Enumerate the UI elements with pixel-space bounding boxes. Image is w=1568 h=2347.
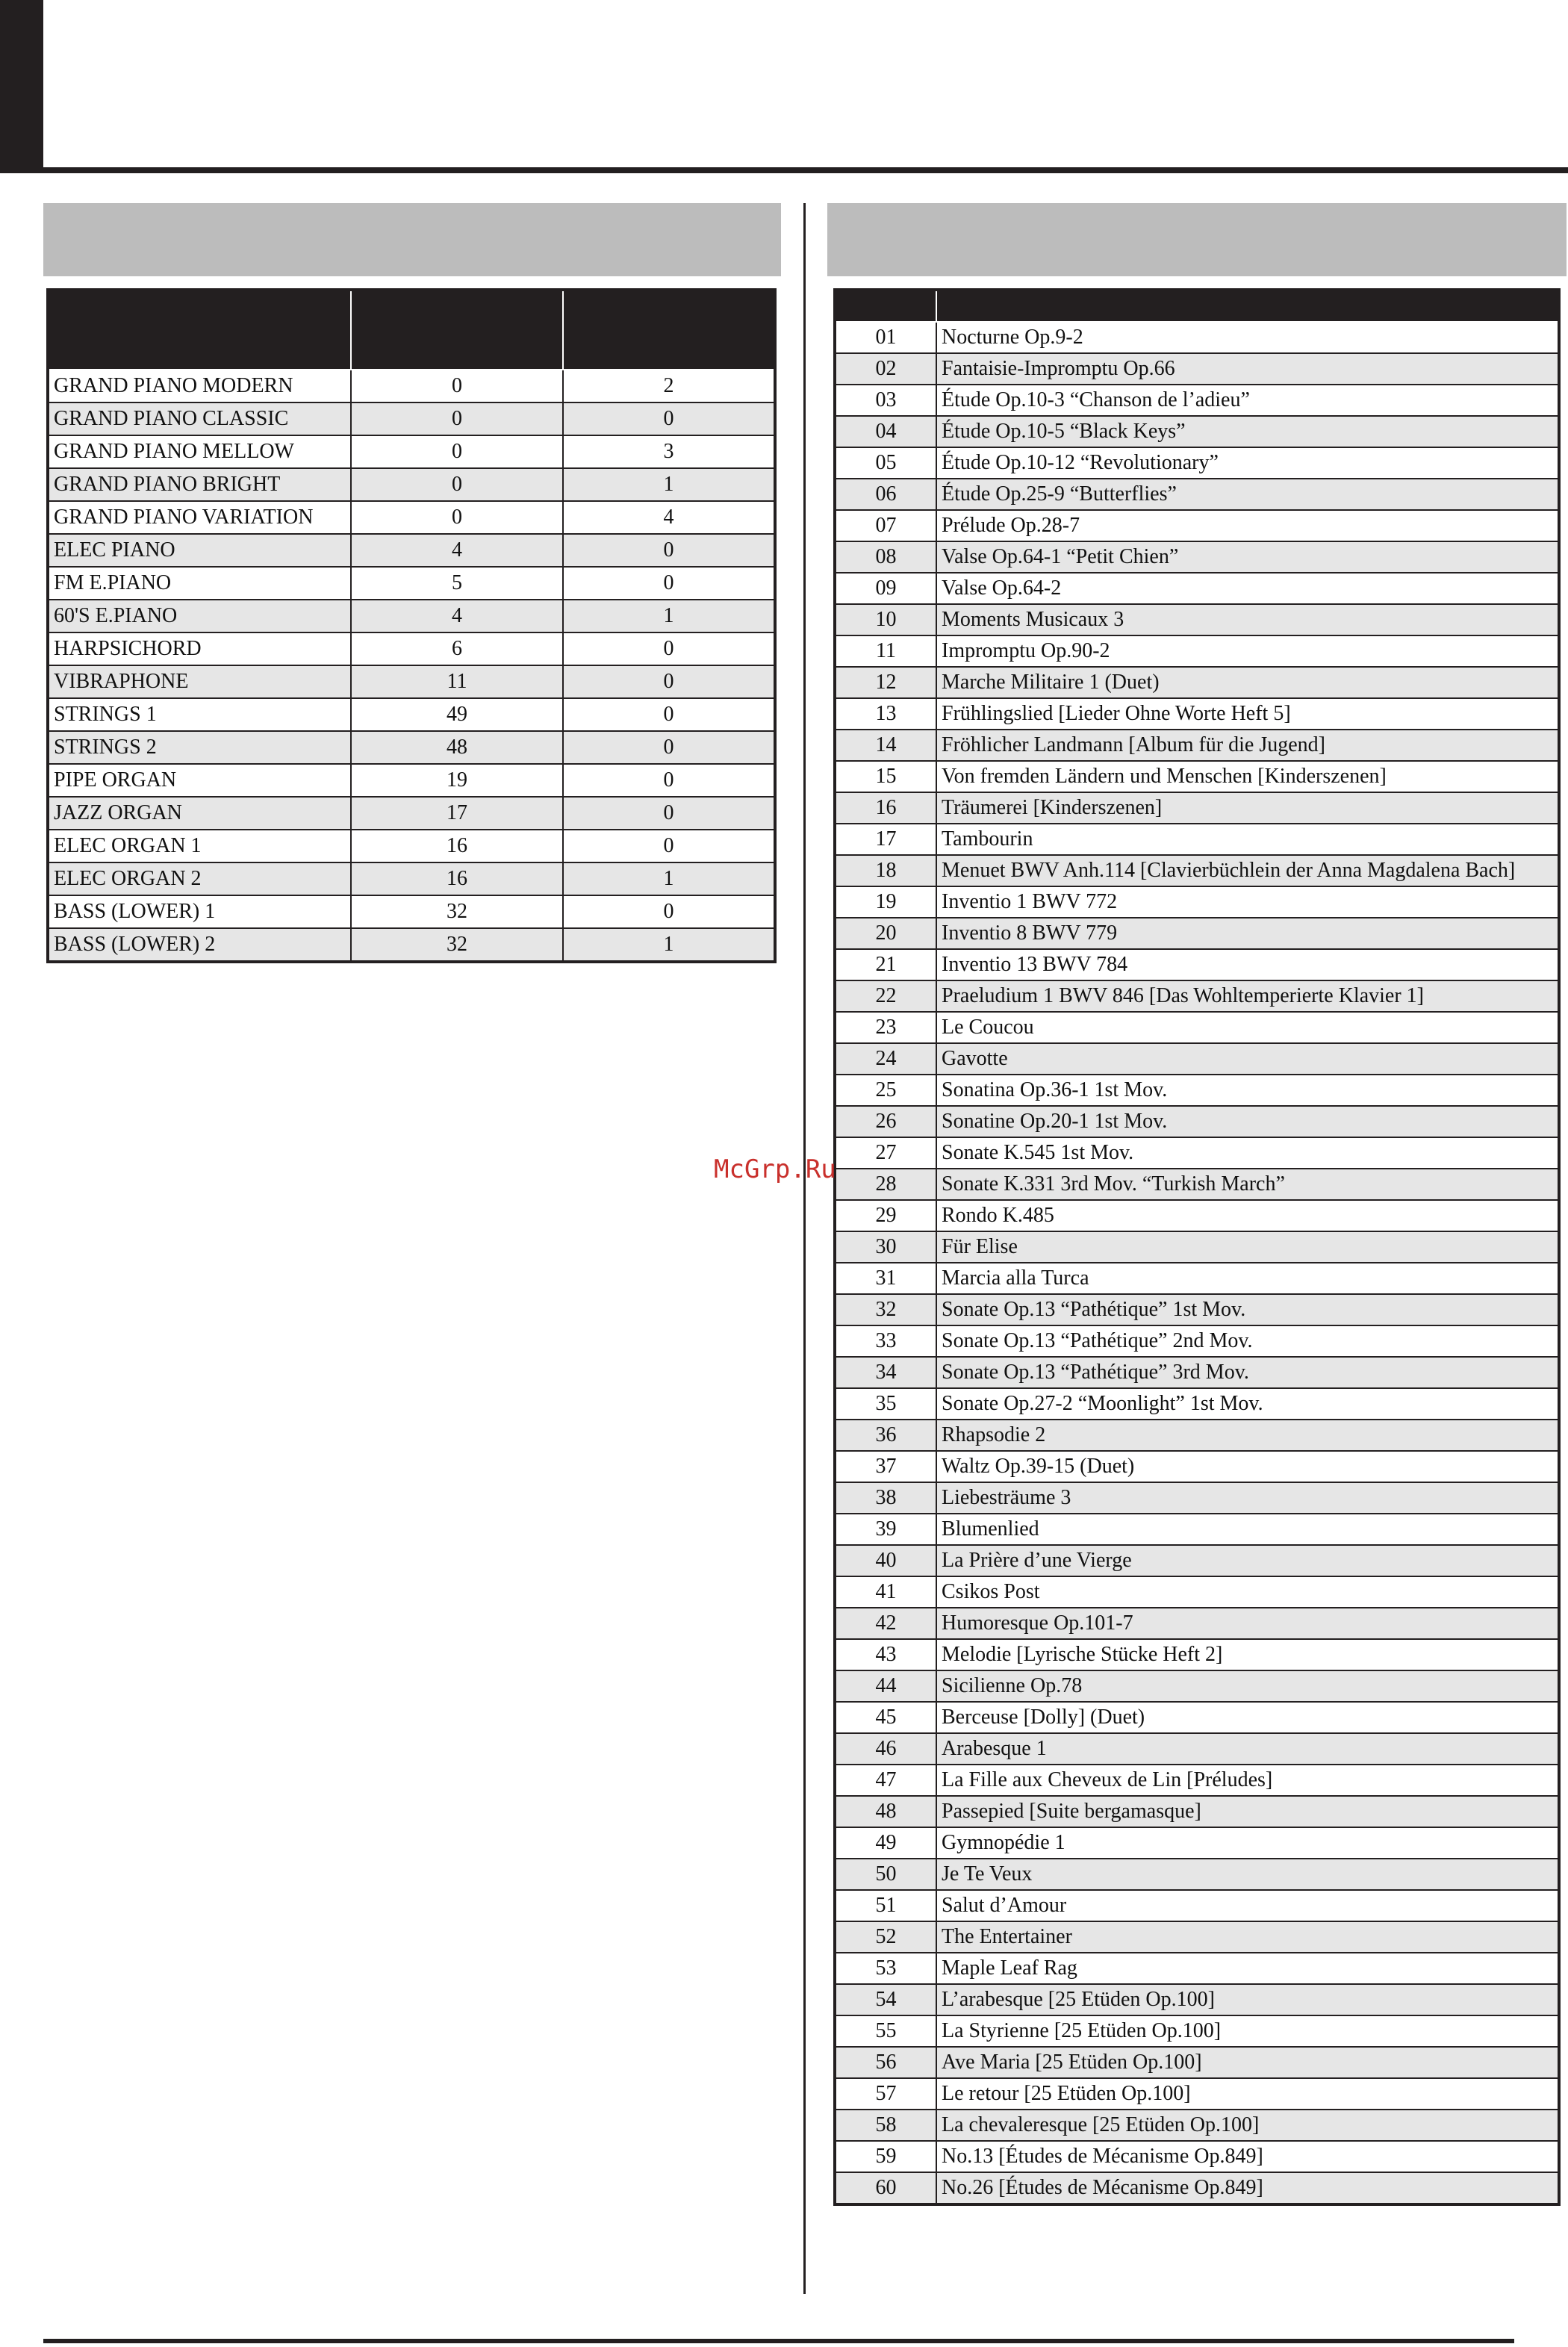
song-row <box>835 2078 1559 2110</box>
tone-row <box>48 567 775 600</box>
song-number: 36 <box>835 1420 936 1451</box>
song-number: 27 <box>835 1137 936 1169</box>
song-title: Für Elise <box>936 1231 1559 1263</box>
song-title: Waltz Op.39-15 (Duet) <box>936 1451 1559 1482</box>
song-table <box>833 288 1561 2206</box>
song-title: Gavotte <box>936 1043 1559 1075</box>
song-number: 48 <box>835 1796 936 1827</box>
song-number: 42 <box>835 1608 936 1639</box>
song-title: Étude Op.10-5 “Black Keys” <box>936 416 1559 447</box>
tone-row <box>48 665 775 698</box>
song-number: 40 <box>835 1545 936 1576</box>
song-title: Fröhlicher Landmann [Album für die Jugend] <box>936 730 1559 761</box>
song-row <box>835 1608 1559 1639</box>
song-number: 57 <box>835 2078 936 2110</box>
tone-value-b: 0 <box>563 731 775 764</box>
song-row <box>835 1263 1559 1294</box>
song-number: 60 <box>835 2172 936 2204</box>
song-number: 59 <box>835 2141 936 2172</box>
song-number: 12 <box>835 667 936 698</box>
tone-value-a: 6 <box>351 632 563 665</box>
song-title: Csikos Post <box>936 1576 1559 1608</box>
tone-row <box>48 370 775 402</box>
song-row <box>835 1451 1559 1482</box>
top-rule <box>43 167 1568 173</box>
song-title: Rhapsodie 2 <box>936 1420 1559 1451</box>
tone-name: GRAND PIANO MELLOW <box>48 435 351 468</box>
tone-value-b: 0 <box>563 830 775 862</box>
song-row <box>835 1106 1559 1137</box>
tone-value-a-header <box>351 290 563 370</box>
song-title: Rondo K.485 <box>936 1200 1559 1231</box>
song-title: Sicilienne Op.78 <box>936 1670 1559 1702</box>
tone-value-a: 0 <box>351 435 563 468</box>
tone-row <box>48 862 775 895</box>
song-row <box>835 1388 1559 1420</box>
song-row <box>835 1231 1559 1263</box>
song-row <box>835 385 1559 416</box>
song-number: 54 <box>835 1984 936 2015</box>
song-title: Sonate K.331 3rd Mov. “Turkish March” <box>936 1169 1559 1200</box>
song-title: Impromptu Op.90-2 <box>936 635 1559 667</box>
song-row <box>835 1325 1559 1357</box>
song-title: Prélude Op.28-7 <box>936 510 1559 541</box>
song-number: 13 <box>835 698 936 730</box>
song-number: 30 <box>835 1231 936 1263</box>
tone-value-a: 11 <box>351 665 563 698</box>
song-row <box>835 1420 1559 1451</box>
tone-row <box>48 731 775 764</box>
song-number: 06 <box>835 479 936 510</box>
tone-value-a: 0 <box>351 370 563 402</box>
song-title: Nocturne Op.9-2 <box>936 322 1559 353</box>
song-row <box>835 1984 1559 2015</box>
tone-value-a: 32 <box>351 928 563 962</box>
song-number: 41 <box>835 1576 936 1608</box>
song-row <box>835 447 1559 479</box>
tone-row <box>48 402 775 435</box>
song-number: 29 <box>835 1200 936 1231</box>
song-number: 50 <box>835 1859 936 1890</box>
song-number: 25 <box>835 1075 936 1106</box>
song-title: Inventio 13 BWV 784 <box>936 949 1559 980</box>
song-title: Ave Maria [25 Etüden Op.100] <box>936 2047 1559 2078</box>
song-number: 37 <box>835 1451 936 1482</box>
song-number: 19 <box>835 886 936 918</box>
tone-row <box>48 698 775 731</box>
song-row <box>835 2141 1559 2172</box>
tone-row <box>48 534 775 567</box>
song-title: Melodie [Lyrische Stücke Heft 2] <box>936 1639 1559 1670</box>
song-number: 31 <box>835 1263 936 1294</box>
tone-row <box>48 928 775 962</box>
song-number: 34 <box>835 1357 936 1388</box>
tone-value-a: 0 <box>351 501 563 534</box>
song-title: Fantaisie-Impromptu Op.66 <box>936 353 1559 385</box>
tone-name: ELEC ORGAN 1 <box>48 830 351 862</box>
tone-value-a: 48 <box>351 731 563 764</box>
song-number: 04 <box>835 416 936 447</box>
song-number: 58 <box>835 2110 936 2141</box>
song-row <box>835 635 1559 667</box>
song-title: Sonate Op.27-2 “Moonlight” 1st Mov. <box>936 1388 1559 1420</box>
song-row <box>835 730 1559 761</box>
song-title: Inventio 1 BWV 772 <box>936 886 1559 918</box>
tone-value-b: 2 <box>563 370 775 402</box>
song-title: Passepied [Suite bergamasque] <box>936 1796 1559 1827</box>
song-number: 53 <box>835 1953 936 1984</box>
tone-value-b: 0 <box>563 698 775 731</box>
song-number: 35 <box>835 1388 936 1420</box>
song-title: Valse Op.64-1 “Petit Chien” <box>936 541 1559 573</box>
song-title: Inventio 8 BWV 779 <box>936 918 1559 949</box>
song-row <box>835 604 1559 635</box>
song-title: Liebesträume 3 <box>936 1482 1559 1514</box>
song-title: Moments Musicaux 3 <box>936 604 1559 635</box>
tone-row <box>48 797 775 830</box>
song-row <box>835 1200 1559 1231</box>
song-row <box>835 1043 1559 1075</box>
song-number: 38 <box>835 1482 936 1514</box>
song-title: Von fremden Ländern und Menschen [Kinderszenen] <box>936 761 1559 792</box>
tone-name: BASS (LOWER) 2 <box>48 928 351 962</box>
song-row <box>835 1294 1559 1325</box>
song-row <box>835 1827 1559 1859</box>
song-title: Gymnopédie 1 <box>936 1827 1559 1859</box>
song-number: 56 <box>835 2047 936 2078</box>
song-row <box>835 2172 1559 2204</box>
song-title: Sonate K.545 1st Mov. <box>936 1137 1559 1169</box>
song-title: La Fille aux Cheveux de Lin [Préludes] <box>936 1765 1559 1796</box>
tone-value-b: 0 <box>563 402 775 435</box>
song-number: 45 <box>835 1702 936 1733</box>
song-row <box>835 1921 1559 1953</box>
song-row <box>835 2015 1559 2047</box>
tone-row <box>48 895 775 928</box>
song-title: Frühlingslied [Lieder Ohne Worte Heft 5] <box>936 698 1559 730</box>
tone-value-a: 5 <box>351 567 563 600</box>
song-number: 02 <box>835 353 936 385</box>
tone-name: HARPSICHORD <box>48 632 351 665</box>
song-no-header <box>835 290 936 322</box>
tone-value-b: 4 <box>563 501 775 534</box>
song-title: Arabesque 1 <box>936 1733 1559 1765</box>
song-number: 16 <box>835 792 936 824</box>
tone-name: GRAND PIANO BRIGHT <box>48 468 351 501</box>
song-title: Le Coucou <box>936 1012 1559 1043</box>
tone-value-b: 1 <box>563 862 775 895</box>
song-title: Tambourin <box>936 824 1559 855</box>
song-title: L’arabesque [25 Etüden Op.100] <box>936 1984 1559 2015</box>
song-title: Étude Op.25-9 “Butterflies” <box>936 479 1559 510</box>
tone-value-a: 16 <box>351 862 563 895</box>
song-title: La chevaleresque [25 Etüden Op.100] <box>936 2110 1559 2141</box>
song-number: 51 <box>835 1890 936 1921</box>
song-number: 17 <box>835 824 936 855</box>
top-black-bar <box>0 0 43 173</box>
song-number: 09 <box>835 573 936 604</box>
song-title: Sonate Op.13 “Pathétique” 1st Mov. <box>936 1294 1559 1325</box>
song-title: Étude Op.10-12 “Revolutionary” <box>936 447 1559 479</box>
song-number: 44 <box>835 1670 936 1702</box>
tone-value-b: 0 <box>563 632 775 665</box>
song-row <box>835 698 1559 730</box>
tone-name: PIPE ORGAN <box>48 764 351 797</box>
song-number: 15 <box>835 761 936 792</box>
tone-row <box>48 600 775 632</box>
song-number: 11 <box>835 635 936 667</box>
tone-value-a: 4 <box>351 600 563 632</box>
song-row <box>835 1702 1559 1733</box>
song-number: 32 <box>835 1294 936 1325</box>
song-number: 43 <box>835 1639 936 1670</box>
tone-value-b: 0 <box>563 797 775 830</box>
song-title: Le retour [25 Etüden Op.100] <box>936 2078 1559 2110</box>
song-title: Valse Op.64-2 <box>936 573 1559 604</box>
left-section-heading <box>43 203 781 276</box>
column-divider <box>803 203 806 2294</box>
tone-value-b: 0 <box>563 567 775 600</box>
tone-name: STRINGS 1 <box>48 698 351 731</box>
tone-name: ELEC ORGAN 2 <box>48 862 351 895</box>
watermark: McGrp.Ru <box>714 1154 836 1184</box>
song-number: 21 <box>835 949 936 980</box>
song-title: Sonatina Op.36-1 1st Mov. <box>936 1075 1559 1106</box>
tone-table <box>46 288 777 963</box>
song-row <box>835 667 1559 698</box>
song-row <box>835 2047 1559 2078</box>
song-row <box>835 1169 1559 1200</box>
tone-name: ELEC PIANO <box>48 534 351 567</box>
tone-value-a: 49 <box>351 698 563 731</box>
song-number: 22 <box>835 980 936 1012</box>
song-row <box>835 353 1559 385</box>
song-number: 23 <box>835 1012 936 1043</box>
song-row <box>835 855 1559 886</box>
song-row <box>835 541 1559 573</box>
tone-value-b: 0 <box>563 895 775 928</box>
tone-name: GRAND PIANO VARIATION <box>48 501 351 534</box>
tone-name: GRAND PIANO MODERN <box>48 370 351 402</box>
tone-value-a: 16 <box>351 830 563 862</box>
song-row <box>835 573 1559 604</box>
song-title: Marcia alla Turca <box>936 1263 1559 1294</box>
tone-row <box>48 468 775 501</box>
song-row <box>835 1514 1559 1545</box>
song-title-header <box>936 290 1559 322</box>
tone-value-b: 0 <box>563 534 775 567</box>
song-title: Träumerei [Kinderszenen] <box>936 792 1559 824</box>
song-title: Salut d’Amour <box>936 1890 1559 1921</box>
song-row <box>835 824 1559 855</box>
tone-name: JAZZ ORGAN <box>48 797 351 830</box>
song-table-header <box>835 290 1559 322</box>
tone-value-b: 0 <box>563 665 775 698</box>
song-title: Maple Leaf Rag <box>936 1953 1559 1984</box>
song-number: 28 <box>835 1169 936 1200</box>
song-row <box>835 510 1559 541</box>
song-title: Blumenlied <box>936 1514 1559 1545</box>
song-row <box>835 1670 1559 1702</box>
song-title: Humoresque Op.101-7 <box>936 1608 1559 1639</box>
tone-name: GRAND PIANO CLASSIC <box>48 402 351 435</box>
tone-value-b: 0 <box>563 764 775 797</box>
song-row <box>835 1796 1559 1827</box>
song-row <box>835 949 1559 980</box>
song-row <box>835 2110 1559 2141</box>
song-title: Sonate Op.13 “Pathétique” 3rd Mov. <box>936 1357 1559 1388</box>
tone-row <box>48 764 775 797</box>
song-number: 20 <box>835 918 936 949</box>
song-row <box>835 761 1559 792</box>
tone-row <box>48 830 775 862</box>
tone-name: BASS (LOWER) 1 <box>48 895 351 928</box>
song-number: 03 <box>835 385 936 416</box>
tone-value-b: 3 <box>563 435 775 468</box>
song-row <box>835 1357 1559 1388</box>
song-number: 14 <box>835 730 936 761</box>
song-number: 08 <box>835 541 936 573</box>
song-row <box>835 918 1559 949</box>
song-row <box>835 1137 1559 1169</box>
song-number: 52 <box>835 1921 936 1953</box>
tone-table-header <box>48 290 775 370</box>
song-number: 49 <box>835 1827 936 1859</box>
song-row <box>835 980 1559 1012</box>
song-number: 46 <box>835 1733 936 1765</box>
song-number: 05 <box>835 447 936 479</box>
tone-name-header <box>48 290 351 370</box>
song-row <box>835 1075 1559 1106</box>
tone-value-a: 19 <box>351 764 563 797</box>
song-row <box>835 416 1559 447</box>
song-title: Berceuse [Dolly] (Duet) <box>936 1702 1559 1733</box>
song-title: No.13 [Études de Mécanisme Op.849] <box>936 2141 1559 2172</box>
song-row <box>835 1890 1559 1921</box>
song-title: Je Te Veux <box>936 1859 1559 1890</box>
song-row <box>835 1953 1559 1984</box>
song-row <box>835 1765 1559 1796</box>
song-row <box>835 1012 1559 1043</box>
song-title: Étude Op.10-3 “Chanson de l’adieu” <box>936 385 1559 416</box>
song-row <box>835 1482 1559 1514</box>
song-number: 10 <box>835 604 936 635</box>
tone-value-a: 32 <box>351 895 563 928</box>
tone-value-a: 0 <box>351 468 563 501</box>
song-title: Sonatine Op.20-1 1st Mov. <box>936 1106 1559 1137</box>
song-number: 26 <box>835 1106 936 1137</box>
tone-name: STRINGS 2 <box>48 731 351 764</box>
tone-row <box>48 435 775 468</box>
song-title: Menuet BWV Anh.114 [Clavierbüchlein der Anna Magdalena Bach] <box>936 855 1559 886</box>
song-number: 24 <box>835 1043 936 1075</box>
song-title: Marche Militaire 1 (Duet) <box>936 667 1559 698</box>
song-row <box>835 322 1559 353</box>
tone-value-a: 0 <box>351 402 563 435</box>
right-section-heading <box>827 203 1567 276</box>
song-row <box>835 1859 1559 1890</box>
song-number: 18 <box>835 855 936 886</box>
tone-name: VIBRAPHONE <box>48 665 351 698</box>
song-title: La Styrienne [25 Etüden Op.100] <box>936 2015 1559 2047</box>
song-row <box>835 1576 1559 1608</box>
song-title: Praeludium 1 BWV 846 [Das Wohltemperierte Klavier 1] <box>936 980 1559 1012</box>
song-title: Sonate Op.13 “Pathétique” 2nd Mov. <box>936 1325 1559 1357</box>
song-row <box>835 1733 1559 1765</box>
song-number: 01 <box>835 322 936 353</box>
tone-value-a: 4 <box>351 534 563 567</box>
tone-value-b: 1 <box>563 928 775 962</box>
tone-row <box>48 632 775 665</box>
bottom-rule <box>43 2339 1514 2343</box>
song-row <box>835 479 1559 510</box>
tone-row <box>48 501 775 534</box>
song-number: 07 <box>835 510 936 541</box>
tone-value-b: 1 <box>563 600 775 632</box>
tone-value-a: 17 <box>351 797 563 830</box>
song-title: The Entertainer <box>936 1921 1559 1953</box>
song-row <box>835 1639 1559 1670</box>
tone-value-b-header <box>563 290 775 370</box>
song-number: 33 <box>835 1325 936 1357</box>
song-row <box>835 1545 1559 1576</box>
song-number: 47 <box>835 1765 936 1796</box>
song-row <box>835 792 1559 824</box>
song-row <box>835 886 1559 918</box>
tone-name: 60'S E.PIANO <box>48 600 351 632</box>
song-number: 39 <box>835 1514 936 1545</box>
song-title: No.26 [Études de Mécanisme Op.849] <box>936 2172 1559 2204</box>
song-title: La Prière d’une Vierge <box>936 1545 1559 1576</box>
song-number: 55 <box>835 2015 936 2047</box>
tone-name: FM E.PIANO <box>48 567 351 600</box>
tone-value-b: 1 <box>563 468 775 501</box>
